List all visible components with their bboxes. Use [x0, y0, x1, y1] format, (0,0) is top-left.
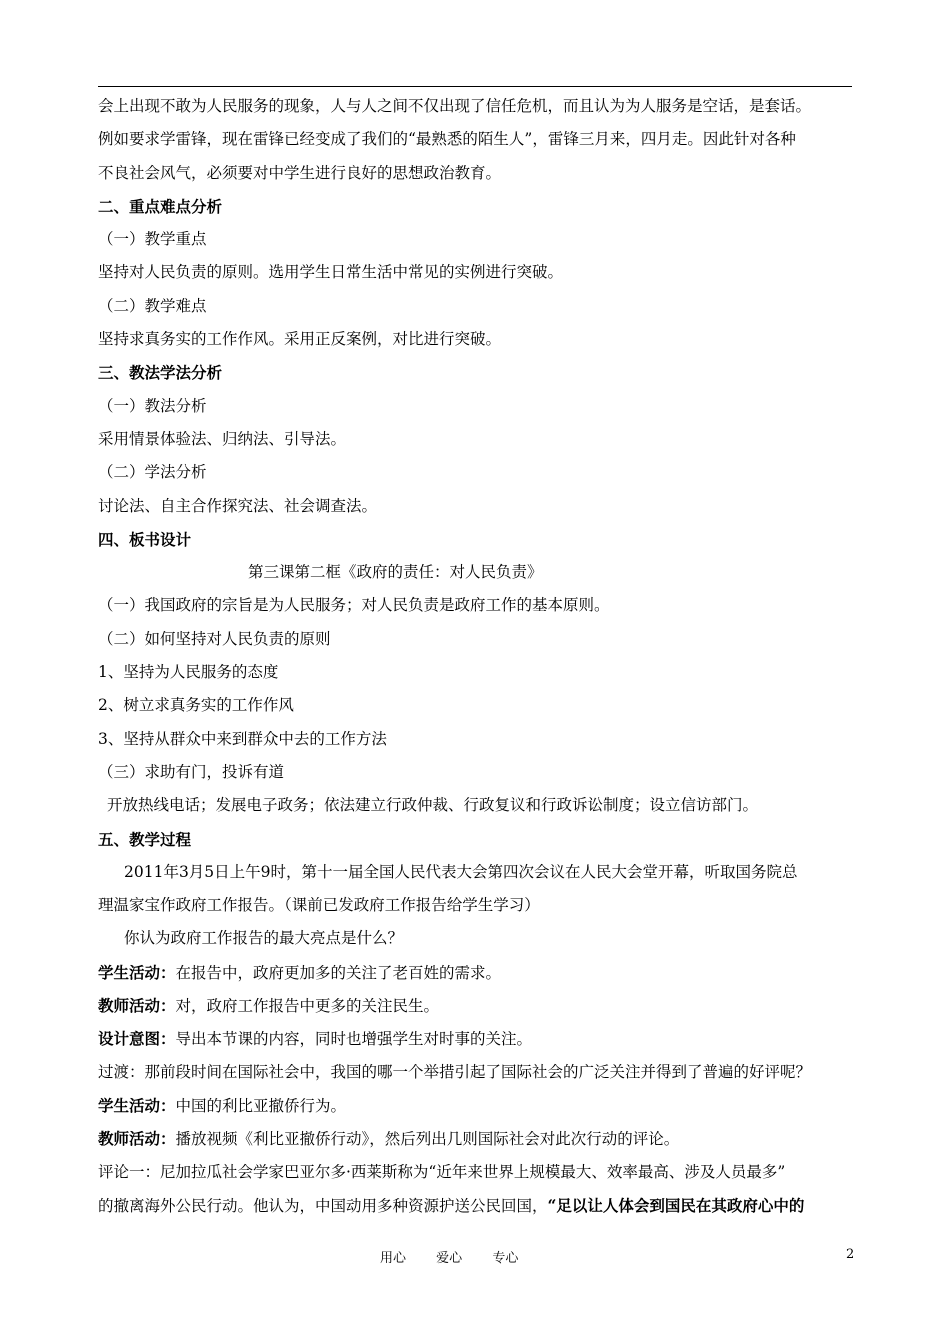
teacher-activity-text: 对，政府工作报告中更多的关注民生。	[175, 997, 440, 1016]
text-line: 会上出现不敢为人民服务的现象，人与人之间不仅出现了信任危机，而且认为为人服务是空话，是套话。	[98, 97, 812, 115]
transition-line: 过渡：那前段时间在国际社会中，我国的哪一个举措引起了国际社会的广泛关注并得到了普遍的好评呢？	[98, 1062, 812, 1081]
board-item: （二）如何坚持对人民负责的原则	[98, 629, 331, 648]
text-line: 坚持对人民负责的原则。选用学生日常生活中常见的实例进行突破。	[98, 263, 564, 282]
board-item: 3、坚持从群众中来到群众中去的工作方法	[98, 729, 387, 748]
comment-quote-bold: “足以让人体会到国民在其政府心中的	[547, 1195, 805, 1215]
comment-line: 评论一：尼加拉瓜社会学家巴亚尔多·西莱斯称为“近年来世界上规模最大、效率最高、涉及人员最多”	[98, 1162, 786, 1181]
question-line: 你认为政府工作报告的最大亮点是什么？	[124, 929, 404, 948]
header-rule	[98, 86, 852, 87]
text-line: 理温家宝作政府工作报告。（课前已发政府工作报告给学生学习）	[98, 896, 540, 915]
subheading: （一）教法分析	[98, 396, 207, 415]
student-activity-label: 学生活动：	[98, 962, 176, 982]
motto-word: 用心	[380, 1251, 407, 1266]
teacher-activity-text: 播放视频《利比亚撤侨行动》，然后列出几则国际社会对此次行动的评论。	[175, 1130, 680, 1149]
text-line: 例如要求学雷锋，现在雷锋已经变成了我们的“最熟悉的陌生人”，雷锋三月来，四月走。因此针对各种	[98, 130, 796, 149]
design-intent-text: 导出本节课的内容，同时也增强学生对时事的关注。	[175, 1030, 533, 1049]
board-item: 开放热线电话；发展电子政务；依法建立行政仲裁、行政复议和行政诉讼制度；设立信访部门。	[107, 796, 759, 815]
design-intent-label: 设计意图：	[98, 1029, 176, 1049]
teacher-activity	[98, 1122, 868, 1155]
comment-line	[98, 1189, 868, 1222]
student-activity-text: 中国的利比亚撤侨行为。	[175, 1096, 347, 1115]
text-line: 坚持求真务实的工作作风。采用正反案例，对比进行突破。	[98, 330, 502, 349]
section-heading: 四、板书设计	[98, 529, 192, 549]
text-line: 2011年3月5日上午9时，第十一届全国人民代表大会第四次会议在人民大会堂开幕，听取国务院总	[124, 862, 798, 881]
student-activity-text: 在报告中，政府更加多的关注了老百姓的需求。	[175, 963, 502, 982]
student-activity	[98, 956, 868, 989]
page-number: 2	[846, 1247, 855, 1262]
comment-text: 的撤离海外公民行动。他认为，中国动用多种资源护送公民回国，	[98, 1196, 548, 1215]
board-item: （三）求助有门，投诉有道	[98, 762, 285, 781]
teacher-activity	[98, 989, 868, 1022]
design-intent	[98, 1022, 868, 1055]
text-line: 讨论法、自主合作探究法、社会调查法。	[98, 496, 378, 515]
subheading: （二）教学难点	[98, 296, 207, 315]
board-item: 1、坚持为人民服务的态度	[98, 663, 279, 682]
subheading: （二）学法分析	[98, 463, 207, 482]
board-title: 第三课第二框《政府的责任：对人民负责》	[248, 563, 543, 582]
section-heading: 五、教学过程	[98, 829, 192, 849]
motto-word: 专心	[492, 1251, 519, 1266]
section-heading: 二、重点难点分析	[98, 196, 223, 216]
section-heading: 三、教法学法分析	[98, 363, 223, 383]
text-line: 不良社会风气，必须要对中学生进行良好的思想政治教育。	[98, 163, 502, 182]
board-item: （一）我国政府的宗旨是为人民服务；对人民负责是政府工作的基本原则。	[98, 596, 610, 615]
text-line: 采用情景体验法、归纳法、引导法。	[98, 429, 347, 448]
student-activity-label: 学生活动：	[98, 1095, 176, 1115]
motto-word: 爱心	[436, 1251, 463, 1266]
teacher-activity-label: 教师活动：	[98, 996, 176, 1016]
board-item: 2、树立求真务实的工作作风	[98, 696, 294, 715]
subheading: （一）教学重点	[98, 230, 207, 249]
document-body	[98, 90, 868, 1222]
footer-motto	[380, 1247, 532, 1266]
student-activity	[98, 1089, 868, 1122]
teacher-activity-label: 教师活动：	[98, 1129, 176, 1149]
